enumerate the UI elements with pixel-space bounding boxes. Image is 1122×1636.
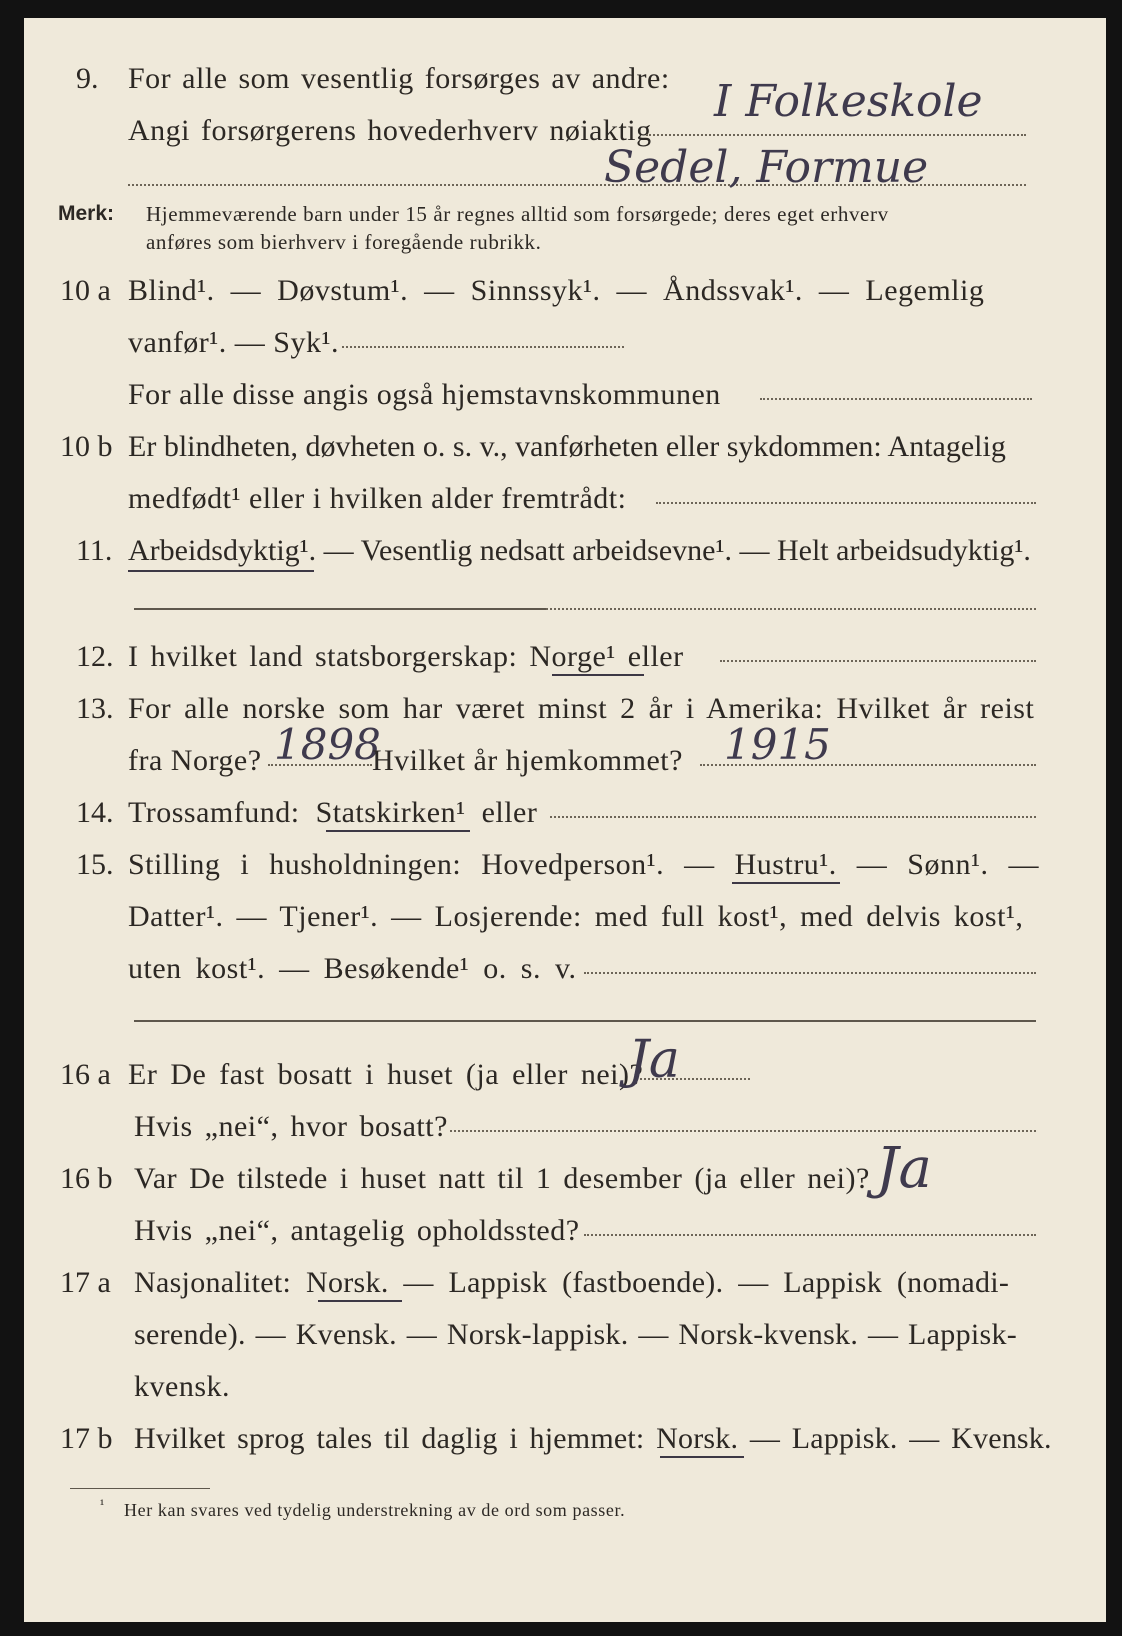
q10a-text-line2: vanfør¹. — Syk¹. <box>128 326 339 359</box>
q16a-number: 16 a <box>60 1058 111 1091</box>
footnote-mark: ¹ <box>100 1498 105 1513</box>
q9-answer-line1[interactable] <box>646 134 1026 136</box>
q15-underline-hustru <box>732 882 840 884</box>
q16a-bosatt-line[interactable] <box>450 1130 1036 1132</box>
q16b-opholdssted-line[interactable] <box>584 1234 1036 1236</box>
merk-text-line1: Hjemmeværende barn under 15 år regnes alltid som forsørgede; deres eget erhverv <box>146 202 889 226</box>
q10b-number: 10 b <box>60 430 113 463</box>
q10a-answer-line2[interactable] <box>760 398 1032 400</box>
q17a-text-line1: Nasjonalitet: Norsk. — Lappisk (fastboende). — Lappisk (nomadi- <box>134 1266 1010 1299</box>
q16a-text-line1: Er De fast bosatt i huset (ja eller nei)? <box>128 1058 644 1091</box>
q9-handwritten-answer1: I Folkeskole <box>714 76 983 127</box>
q13-number: 13. <box>76 692 114 725</box>
q10b-answer-line[interactable] <box>656 502 1036 504</box>
q16b-handwritten-answer: Ja <box>876 1136 932 1201</box>
q15-text-line2: Datter¹. — Tjener¹. — Losjerende: med full kost¹, med delvis kost¹, <box>128 900 1024 933</box>
q16b-text-line2: Hvis „nei“, antagelig opholdssted? <box>134 1214 580 1247</box>
q11-answer-line[interactable] <box>546 608 1036 610</box>
q17b-number: 17 b <box>60 1422 113 1455</box>
merk-text-line2: anføres som bierhverv i foregående rubrikk. <box>146 230 542 254</box>
q10a-text-line1: Blind¹. — Døvstum¹. — Sinnssyk¹. — Åndssvak¹. — Legemlig <box>128 274 985 307</box>
q17a-text-line2: serende). — Kvensk. — Norsk-lappisk. — Norsk-kvensk. — Lappisk- <box>134 1318 1018 1351</box>
q15-text-line1: Stilling i husholdningen: Hovedperson¹. — Hustru¹. — Sønn¹. — <box>128 848 1039 881</box>
q13-text-line2a: fra Norge? <box>128 744 262 777</box>
q17a-text-line3: kvensk. <box>134 1370 230 1403</box>
q15-number: 15. <box>76 848 114 881</box>
q16a-text-line2: Hvis „nei“, hvor bosatt? <box>134 1110 448 1143</box>
q11-underline-arbeidsdyktig <box>128 570 314 572</box>
q13-text-line1: For alle norske som har været minst 2 år i Amerika: Hvilket år reist <box>128 692 1035 725</box>
q9-text-line2: Angi forsørgerens hovederhverv nøiaktig <box>128 114 652 147</box>
q10b-text-line1: Er blindheten, døvheten o. s. v., vanførheten eller sykdommen: Antagelig <box>128 430 1006 463</box>
q14-answer-line[interactable] <box>550 816 1036 818</box>
q13-text-line2b: Hvilket år hjemkommet? <box>372 744 683 777</box>
q16b-text-line1: Var De tilstede i huset natt til 1 desember (ja eller nei)? <box>134 1162 870 1195</box>
q16b-number: 16 b <box>60 1162 113 1195</box>
q15-answer-line[interactable] <box>584 972 1036 974</box>
q14-number: 14. <box>76 796 114 829</box>
q17a-number: 17 a <box>60 1266 111 1299</box>
q11-answer-rule-left <box>134 608 546 610</box>
q11-text-line1: Arbeidsdyktig¹. — Vesentlig nedsatt arbeidsevne¹. — Helt arbeidsudyktig¹. <box>128 534 1031 567</box>
q10b-text-line2: medfødt¹ eller i hvilken alder fremtrådt: <box>128 482 627 515</box>
q12-number: 12. <box>76 640 114 673</box>
q13-handwritten-hjem: 1915 <box>724 720 831 769</box>
q11-number: 11. <box>76 534 113 567</box>
q9-number: 9. <box>76 62 99 95</box>
footnote-separator <box>70 1488 210 1489</box>
q12-text-line1: I hvilket land statsborgerskap: Norge¹ eller <box>128 640 684 673</box>
q15-answer-rule <box>134 1020 1036 1022</box>
q17b-underline-norsk <box>660 1456 744 1458</box>
q12-answer-line[interactable] <box>720 660 1036 662</box>
q14-text-line1: Trossamfund: Statskirken¹ eller <box>128 796 538 829</box>
q14-underline-statskirken <box>326 830 470 832</box>
q17b-text-line1: Hvilket sprog tales til daglig i hjemmet: Norsk. — Lappisk. — Kvensk. <box>134 1422 1052 1455</box>
q17a-underline-norsk <box>318 1300 402 1302</box>
q10a-number: 10 a <box>60 274 111 307</box>
q15-text-line3: uten kost¹. — Besøkende¹ o. s. v. <box>128 952 577 985</box>
q12-underline-norge <box>552 674 644 676</box>
q9-text-line1: For alle som vesentlig forsørges av andre: <box>128 62 670 95</box>
q9-handwritten-answer2: Sedel, Formue <box>604 142 929 193</box>
merk-label: Merk: <box>58 202 115 225</box>
footnote-text: Her kan svares ved tydelig understrekning av de ord som passer. <box>124 1500 626 1520</box>
q16a-handwritten-answer: Ja <box>628 1030 680 1090</box>
q13-handwritten-reist: 1898 <box>274 720 381 769</box>
q10a-answer-line1[interactable] <box>342 346 624 348</box>
q10a-text-line3: For alle disse angis også hjemstavnskommunen <box>128 378 721 411</box>
census-form-page <box>24 18 1106 1622</box>
